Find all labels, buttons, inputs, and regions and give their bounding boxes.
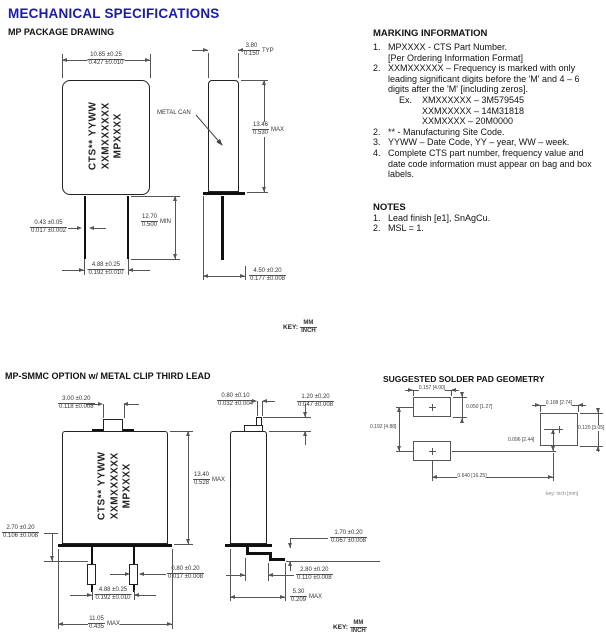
arrowhead <box>173 254 177 259</box>
lead-clip-sleeve <box>87 564 96 585</box>
inch-value: 0.209 <box>291 597 307 603</box>
arrowhead <box>548 475 553 479</box>
extension-line <box>44 561 88 562</box>
marking-line: CTS** YYWW <box>96 451 108 521</box>
mm-value: 1.20 ±0.20 <box>297 394 334 402</box>
dim-line <box>110 574 126 575</box>
example-label: Ex. <box>399 94 413 105</box>
dim-suffix: MAX <box>212 476 226 483</box>
dim-suffix: MAX <box>309 593 323 600</box>
dim-base-width <box>249 268 286 283</box>
extension-line <box>245 558 246 581</box>
page-title: MECHANICAL SPECIFICATIONS <box>8 6 220 21</box>
extension-line <box>247 192 268 193</box>
smmc-heading: MP-SMMC OPTION w/ METAL CLIP THIRD LEAD <box>5 371 211 381</box>
base-flange <box>58 544 172 547</box>
dim-foot-offset <box>330 530 367 545</box>
mm-value: 5.30 <box>290 589 307 597</box>
solder-pad-key-note: key: inch [mm] <box>546 491 579 497</box>
dim-body-height <box>193 472 225 487</box>
dim-lead-spacing <box>95 587 132 602</box>
notes-heading: NOTES <box>373 201 406 213</box>
item-line: MPXXXX - CTS Part Number. <box>388 42 508 52</box>
lead <box>221 196 224 260</box>
extension-line <box>396 451 413 452</box>
inch-value: 0.427 ±0.010 <box>88 60 124 66</box>
item-text: ** - Manufacturing Site Code. <box>388 126 505 137</box>
crystal-can-side-outline <box>230 431 267 544</box>
arrowhead <box>230 595 235 599</box>
mm-value: 12.70 <box>142 214 158 220</box>
item-number: 2. <box>373 126 381 137</box>
dim-pad-vspacing: 0.192 [4.88] <box>370 424 397 430</box>
arrowhead <box>240 573 245 577</box>
metal-can-label: METAL CAN <box>157 110 191 116</box>
dim-foot-length <box>296 567 333 582</box>
list-item <box>373 148 602 180</box>
extension-line <box>452 451 556 452</box>
dim-clip-pad-height: 0.120 [3.05] <box>578 425 605 431</box>
inch-value: 0.106 ±0.008 <box>3 533 38 539</box>
item-number: 2. <box>373 223 381 234</box>
mm-value: 2.80 ±0.20 <box>296 567 333 575</box>
item-text <box>388 63 602 127</box>
list-item <box>373 223 602 234</box>
inch-value: 0.435 <box>89 624 105 630</box>
inch-value: 0.192 ±0.010 <box>95 595 131 601</box>
units-key <box>333 620 367 635</box>
arrowhead <box>203 48 208 52</box>
item-number: 1. <box>373 42 381 52</box>
extension-line <box>578 405 579 412</box>
dim-suffix: MIN <box>160 218 172 225</box>
inch-value: 0.118 ±0.008 <box>59 404 94 410</box>
dim-pad-height: 0.050 [1.27] <box>466 404 493 410</box>
key-label: KEY: <box>333 624 349 631</box>
inch-value: 0.528 <box>194 480 210 486</box>
dim-suffix: MAX <box>271 126 285 133</box>
arrowhead <box>87 593 92 597</box>
extension-line <box>257 401 258 416</box>
arrowhead <box>173 196 177 201</box>
dim-base-lip <box>2 525 39 540</box>
extension-line <box>553 453 554 481</box>
pad-center-cross <box>429 448 436 455</box>
solder-pad-heading: SUGGESTED SOLDER PAD GEOMETRY <box>383 374 545 384</box>
arrowhead <box>134 593 139 597</box>
extension-line <box>286 561 380 562</box>
dim-line <box>230 597 285 598</box>
dim-line <box>94 228 106 229</box>
extension-line <box>128 259 129 275</box>
marking-information-heading: MARKING INFORMATION <box>373 28 488 39</box>
example-line: XXMXXXXX – 14M31818 <box>422 105 525 116</box>
mm-value: 0.80 ±0.10 <box>217 393 254 401</box>
arrowhead <box>460 392 464 397</box>
arrowhead <box>79 268 84 272</box>
marking-line: MPXXXX <box>112 113 124 159</box>
inch-value: 0.192 ±0.010 <box>88 270 124 276</box>
lead <box>127 196 129 259</box>
arrowhead <box>551 429 555 434</box>
arrowhead <box>397 407 401 412</box>
list-item <box>373 127 602 138</box>
list-item <box>373 63 602 127</box>
pad-center-cross <box>429 404 436 411</box>
mm-value: 3.00 ±0.20 <box>58 396 95 404</box>
clip-tab-nub <box>256 417 262 426</box>
item-number: 4. <box>373 147 381 158</box>
inch-value: 0.177 ±0.008 <box>250 276 285 282</box>
dim-lead-dia <box>30 220 67 235</box>
arrowhead <box>203 274 208 278</box>
extension-line <box>238 53 239 78</box>
marking-line: XXMXXXXXX <box>99 102 111 170</box>
extension-line <box>580 413 603 414</box>
dim-body-width <box>88 52 125 67</box>
dim-line <box>290 538 328 539</box>
dim-line <box>44 533 58 534</box>
key-label: KEY: <box>283 324 299 331</box>
extension-line <box>263 417 311 418</box>
item-number: 3. <box>373 137 381 148</box>
arrowhead <box>262 187 266 192</box>
list-item <box>373 137 602 148</box>
example-block <box>399 95 602 127</box>
mm-value: 13.40 <box>194 472 210 478</box>
extension-line <box>174 544 193 545</box>
inch-value: 0.110 ±0.008 <box>297 575 332 581</box>
can-marking-text <box>87 96 125 176</box>
dim-suffix: TYP <box>262 47 274 54</box>
arrowhead <box>397 446 401 451</box>
mm-value: 4.50 ±0.20 <box>249 268 286 276</box>
inch-value: 0.047 ±0.008 <box>298 402 333 408</box>
extension-line <box>124 404 125 418</box>
item-text: Lead finish [e1], SnAgCu. <box>388 212 491 223</box>
item-number: 2. <box>373 63 381 74</box>
mm-value: 3.80 <box>243 43 260 51</box>
arrowhead <box>58 622 63 626</box>
mm-value: 4.88 ±0.25 <box>95 587 132 595</box>
pad-center-cross <box>556 426 563 433</box>
marking-line: XXMXXXXXX <box>108 452 120 520</box>
extension-line <box>103 404 104 418</box>
dim-line <box>399 407 400 451</box>
dim-suffix: MAX <box>107 620 121 627</box>
mp-drawing-heading: MP PACKAGE DRAWING <box>8 27 115 37</box>
arrowhead <box>145 58 150 62</box>
arrowhead <box>128 268 133 272</box>
marking-line: CTS** YYWW <box>87 101 99 171</box>
marking-information-list <box>373 42 602 180</box>
item-line: [Per Ordering Information Format] <box>388 52 524 63</box>
arrowhead <box>596 446 600 451</box>
extension-line <box>453 397 467 398</box>
example-line: XMXXXXXX – 3M579545 <box>422 94 525 105</box>
units-key <box>283 320 317 335</box>
extension-line <box>268 563 269 581</box>
dim-line <box>175 196 176 259</box>
list-item <box>373 213 602 224</box>
dim-clip-pad-width: 0.108 [2.74] <box>545 400 573 406</box>
extension-line <box>150 54 151 78</box>
key-mm: MM <box>350 620 367 628</box>
extension-line <box>203 196 204 280</box>
dim-body-height <box>252 122 284 137</box>
dim-line <box>203 276 245 277</box>
item-text: YYWW – Date Code, YY – year, WW – week. <box>388 137 570 148</box>
arrowhead <box>77 226 82 230</box>
dim-lead-length <box>141 214 171 229</box>
dim-line <box>188 431 189 544</box>
arrowhead <box>280 595 285 599</box>
extension-line <box>262 401 263 416</box>
extension-line <box>245 266 246 280</box>
arrowhead <box>139 572 144 576</box>
extension-line <box>451 390 452 396</box>
extension-line <box>131 259 180 260</box>
extension-line <box>540 405 541 412</box>
arrowhead <box>186 539 190 544</box>
marking-line: MPXXXX <box>121 463 133 509</box>
arrowhead <box>551 446 555 451</box>
arrowhead <box>303 431 307 436</box>
key-mm: MM <box>300 320 317 328</box>
extension-line <box>84 259 85 275</box>
arrowhead <box>186 431 190 436</box>
mm-value: 11.05 <box>89 616 104 622</box>
dim-body-depth <box>243 43 274 58</box>
lead <box>84 196 86 259</box>
list-item <box>373 42 602 63</box>
example-line: XXMXXXX – 20M0000 <box>422 116 514 127</box>
inch-value: 0.032 ±0.004 <box>218 401 253 407</box>
key-inch: INCH <box>351 628 366 634</box>
base-flange <box>203 192 245 195</box>
key-inch: INCH <box>301 328 316 334</box>
inch-value: 0.150 <box>244 51 260 57</box>
arrowhead <box>303 412 307 417</box>
arrowhead <box>125 572 130 576</box>
dim-pad-hspacing: 0.640 [16.25] <box>457 473 487 479</box>
dim-pad-width: 0.157 [4.00] <box>418 385 446 391</box>
lead-clip-sleeve <box>129 564 138 585</box>
arrowhead <box>262 80 266 85</box>
dim-tab-height <box>297 394 334 409</box>
mm-value: 13.46 <box>253 122 269 128</box>
mm-value: 1.70 ±0.20 <box>330 530 367 538</box>
mm-value: 2.70 ±0.20 <box>2 525 39 533</box>
arrowhead <box>432 475 437 479</box>
arrowhead <box>268 573 273 577</box>
arrowhead <box>62 58 67 62</box>
marking-information-section <box>373 28 602 234</box>
inch-value: 0.500 <box>142 222 158 228</box>
item-text: MSL = 1. <box>388 223 424 234</box>
dim-base-width <box>88 616 120 631</box>
item-text: Complete CTS part number, frequency value and date code information must appear on bag and box labels. <box>388 147 592 180</box>
mm-value: 10.85 ±0.25 <box>88 52 125 60</box>
extension-line <box>230 549 231 601</box>
example-lines <box>422 95 524 127</box>
inch-value: 0.017 ±0.002 <box>31 228 66 234</box>
extension-line <box>413 390 414 396</box>
arrowhead <box>596 408 600 413</box>
dim-foot-extent <box>290 589 322 604</box>
dim-lead-spacing <box>88 262 125 277</box>
arrowhead <box>460 418 464 423</box>
mm-value: 4.88 ±0.25 <box>88 262 125 270</box>
extension-line <box>208 53 209 78</box>
arrowhead <box>288 543 292 548</box>
arrowhead <box>240 274 245 278</box>
notes-list <box>373 213 602 234</box>
dim-line <box>432 477 553 478</box>
extension-line <box>285 563 286 601</box>
clip-lead-foot <box>269 558 285 561</box>
extension-line <box>58 549 59 629</box>
crystal-can-side-outline <box>208 80 239 192</box>
extension-line <box>172 549 173 629</box>
inch-value: 0.017 ±0.008 <box>168 574 203 580</box>
dim-clip-thickness <box>217 393 254 408</box>
mm-value: 0.80 ±0.20 <box>167 566 204 574</box>
item-number: 1. <box>373 212 381 223</box>
inch-value: 0.530 <box>253 130 269 136</box>
arrowhead <box>167 622 172 626</box>
inch-value: 0.067 ±0.008 <box>331 538 366 544</box>
item-text <box>388 42 602 63</box>
item-line: XXMXXXXXX – Frequency is marked with only leading significant digits before the 'M' and 4 – 6 digits after the 'M' [including zeros]. <box>388 63 580 95</box>
mm-value: 0.43 ±0.05 <box>30 220 67 228</box>
extension-line <box>92 590 93 600</box>
can-marking-text <box>96 446 134 526</box>
dim-clip-pad-offset: 0.096 [2.44] <box>508 437 535 443</box>
